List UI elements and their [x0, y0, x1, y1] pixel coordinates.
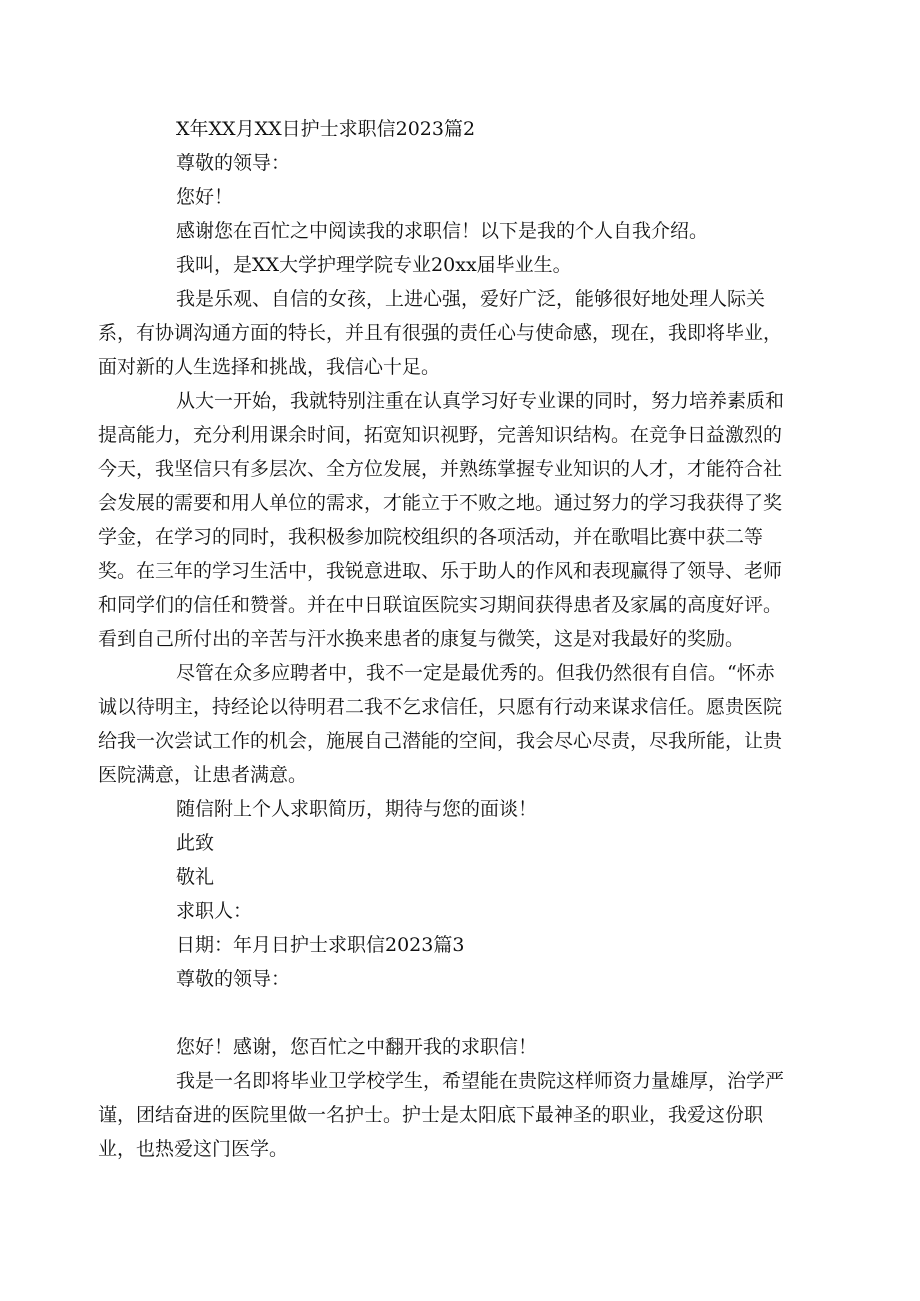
greeting-2: 您好！感谢，您百忙之中翻开我的求职信！ [176, 1036, 538, 1058]
paragraph-personality [98, 282, 790, 384]
date-heading: 日期：年月日护士求职信2023篇3 [176, 934, 465, 956]
paragraph-study [98, 384, 790, 656]
greeting: 您好！ [176, 186, 234, 208]
paragraph-resume: 随信附上个人求职简历，期待与您的面谈！ [176, 798, 538, 820]
paragraph-study-text: 从大一开始，我就特别注重在认真学习好专业课的同时，努力培养素质和提高能力，充分利用课余时间，拓宽知识视野，完善知识结构。在竞争日益激烈的今天，我坚信只有多层次、全方位发展，并熟练掌握专业知识的人才，才能符合社会发展的需要和用人单位的需求，才能立于不败之地。通过努力的学习我获得了奖学金，在学习的同时，我积极参加院校组织的各项活动，并在歌唱比赛中获二等奖。在三年的学习生活中，我锐意进取、乐于助人的作风和表现赢得了领导、老师和同学们的信任和赞誉。并在中日联谊医院实习期间获得患者及家属的高度好评。看到自己所付出的辛苦与汗水换来患者的康复与微笑，这是对我最好的奖励。 [98, 390, 785, 650]
paragraph-thanks: 感谢您在百忙之中阅读我的求职信！以下是我的个人自我介绍。 [176, 220, 709, 242]
signer-line: 求职人： [176, 900, 253, 922]
paragraph-introduction [98, 1064, 790, 1166]
closing-line-2: 敬礼 [176, 866, 215, 888]
paragraph-confidence-text: 尽管在众多应聘者中，我不一定是最优秀的。但我仍然很有自信。“怀赤诚以待明主，持经论以待明君二我不乞求信任，只愿有行动来谋求信任。愿贵医院给我一次尝试工作的机会，施展自己潜能的空间，我会尽心尽责，尽我所能，让贵医院满意，让患者满意。 [98, 662, 783, 786]
closing-line-1: 此致 [176, 832, 215, 854]
letter-body [98, 112, 790, 1166]
paragraph-name: 我叫，是XX大学护理学院专业20xx届毕业生。 [176, 254, 572, 276]
blank-line [176, 996, 790, 1030]
paragraph-introduction-text: 我是一名即将毕业卫学校学生，希望能在贵院这样师资力量雄厚，治学严谨，团结奋进的医院里做一名护士。护士是太阳底下最神圣的职业，我爱这份职业，也热爱这门医学。 [98, 1070, 785, 1160]
letter-heading: X年XX月XX日护士求职信2023篇2 [176, 118, 476, 140]
salutation: 尊敬的领导： [176, 152, 291, 174]
paragraph-confidence [98, 656, 790, 792]
salutation-2: 尊敬的领导： [176, 968, 291, 990]
paragraph-personality-text: 我是乐观、自信的女孩，上进心强，爱好广泛，能够很好地处理人际关系，有协调沟通方面的特长，并且有很强的责任心与使命感，现在，我即将毕业，面对新的人生选择和挑战，我信心十足。 [98, 288, 783, 378]
